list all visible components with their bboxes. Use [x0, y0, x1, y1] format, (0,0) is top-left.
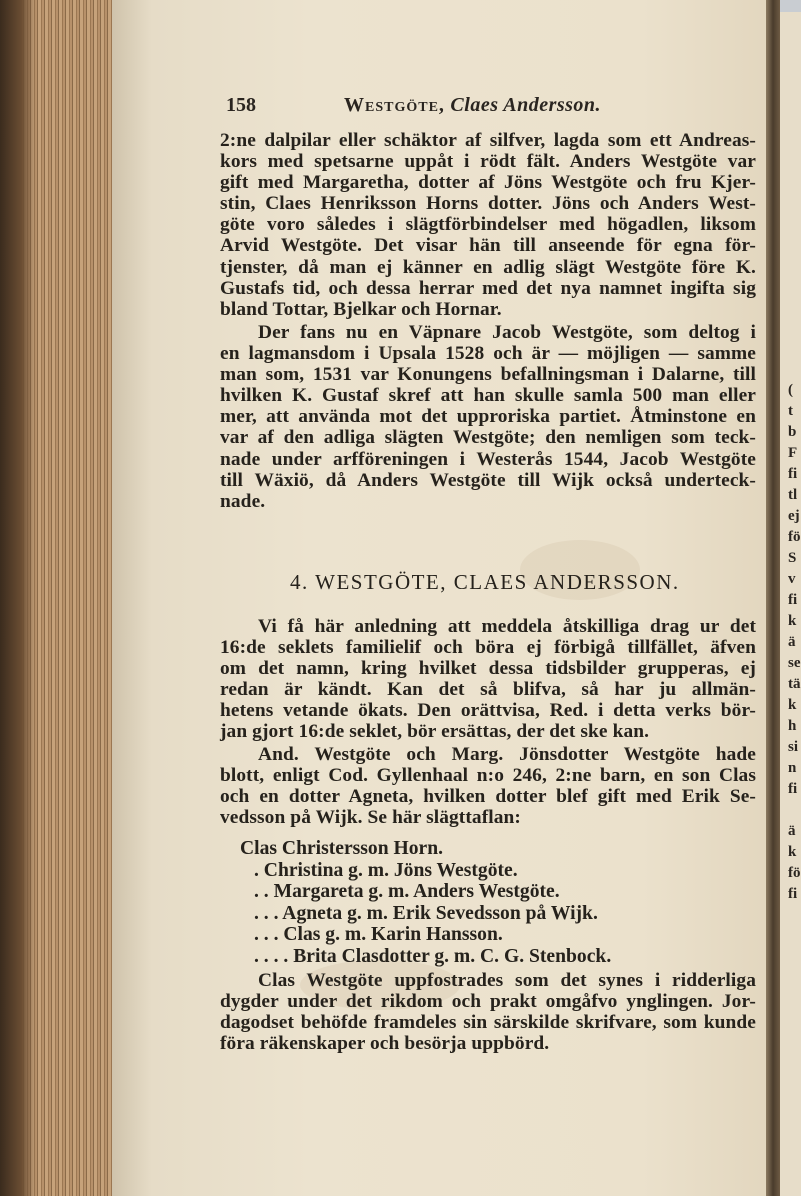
- text-line: tjenster, då man ej känner en adlig slägt Westgöte före K.: [220, 256, 756, 278]
- text-line: kors med spetsarne uppåt i rödt fält. Anders Westgöte var: [220, 151, 756, 173]
- text-line: till Wäxiö, då Anders Westgöte till Wijk också underteck-: [220, 469, 756, 491]
- text-line: hvilken K. Gustaf skref att han skulle samla 500 man eller: [220, 385, 756, 407]
- text-line: Der fans nu en Väpnare Jacob Westgöte, som deltog i: [258, 322, 756, 343]
- text-line: Arvid Westgöte. Det visar hän till anseende för egna för-: [220, 235, 756, 257]
- paragraph-2: [220, 322, 756, 512]
- text-line: stin, Claes Henriksson Horns dotter. Jöns och Anders West-: [220, 193, 756, 215]
- page-number: 158: [226, 94, 256, 116]
- text-line: 16:de seklets familielif och böra ej förbigå tillfället, äfven: [220, 637, 756, 659]
- genealogy-row: Clas Christersson Horn.: [240, 838, 444, 859]
- running-title-subject: Claes Andersson.: [450, 94, 602, 116]
- text-line: Gustafs tid, och dessa herrar med det nya namnet ingifta sig: [220, 277, 756, 299]
- text-line: Vi få här anledning att meddela åtskilliga drag ur det: [258, 616, 756, 637]
- paragraph-4: [220, 744, 756, 828]
- text-line: 2:ne dalpilar eller schäktor af silfver, lagda som ett Andreas-: [220, 130, 756, 151]
- genealogy-row: . . . Clas g. m. Karin Hansson.: [254, 924, 503, 945]
- text-line: föra räkenskaper och besörja uppbörd.: [220, 1033, 550, 1055]
- text-line: nade under arfföreningen i Westerås 1544, Jacob Westgöte: [220, 448, 756, 470]
- paragraph-3: [220, 616, 756, 743]
- paragraph-5: [220, 970, 756, 1054]
- genealogy-table: [240, 838, 720, 967]
- text-line: bland Tottar, Bjelkar och Hornar.: [220, 298, 502, 320]
- text-line: blott, enligt Cod. Gyllenhaal n:o 246, 2:ne barn, en son Clas: [220, 765, 756, 787]
- genealogy-row: . Christina g. m. Jöns Westgöte.: [254, 859, 518, 881]
- book-gutter: [766, 0, 780, 1196]
- text-line: dygder under det rikdom och prakt omgåfvo ynglingen. Jor-: [220, 991, 756, 1013]
- text-line: Clas Westgöte uppfostrades som det synes i ridderliga: [258, 970, 756, 991]
- genealogy-row: . . . . Brita Clasdotter g. m. C. G. Stenbock.: [254, 945, 612, 967]
- text-line: en lagmansdom i Upsala 1528 och är — möjligen — samme: [220, 343, 756, 365]
- scan-border: [780, 0, 801, 12]
- text-line: redan är kändt. Kan det så blifva, så har ju allmän-: [220, 679, 756, 701]
- genealogy-row: . . . Agneta g. m. Erik Sevedsson på Wijk.: [254, 902, 598, 924]
- text-line: mer, att använda mot det upproriska partiet. Åtminstone en: [220, 406, 756, 428]
- text-line: dagodset behöfde framdeles sin särskilde skrifvare, som kunde: [220, 1012, 756, 1034]
- text-line: man som, 1531 var Konungens befallningsman i Dalarne, till: [220, 364, 756, 386]
- text-line: nade.: [220, 490, 266, 512]
- running-title-name: Westgöte,: [344, 94, 445, 116]
- page-edge-shadow: [0, 0, 36, 1196]
- text-line: And. Westgöte och Marg. Jönsdotter Westgöte hade: [258, 744, 756, 765]
- text-line: gift med Margaretha, dotter af Jöns Westgöte och fru Kjer-: [220, 172, 756, 194]
- facing-page-text: ( t b F fi tl ej fö S v fi k ä se tä k h si n fi ä k fö fi: [788, 382, 801, 902]
- facing-page: [780, 0, 801, 1196]
- text-line: var af den adliga slägten Westgöte; den nemligen som teck-: [220, 427, 756, 449]
- running-title: [344, 94, 601, 117]
- paragraph-1: [220, 130, 756, 320]
- text-line: om det namn, kring hvilket dessa tidsbilder grupperas, ej: [220, 658, 756, 680]
- genealogy-row: . . Margareta g. m. Anders Westgöte.: [254, 881, 560, 902]
- text-line: vedsson på Wijk. Se här slägttaflan:: [220, 807, 521, 829]
- section-heading: 4. WESTGÖTE, CLAES ANDERSSON.: [290, 570, 680, 594]
- text-line: och en dotter Agneta, hvilken dotter blef gift med Erik Se-: [220, 786, 756, 808]
- text-line: jan gjort 16:de seklet, bör ersättas, der det ske kan.: [220, 721, 650, 743]
- text-line: göte voro således i slägtförbindelser med högadlen, liksom: [220, 214, 756, 236]
- running-header: [226, 94, 646, 118]
- text-line: hetens vetande ökats. Den orättvisa, Red. i detta verks bör-: [220, 700, 756, 722]
